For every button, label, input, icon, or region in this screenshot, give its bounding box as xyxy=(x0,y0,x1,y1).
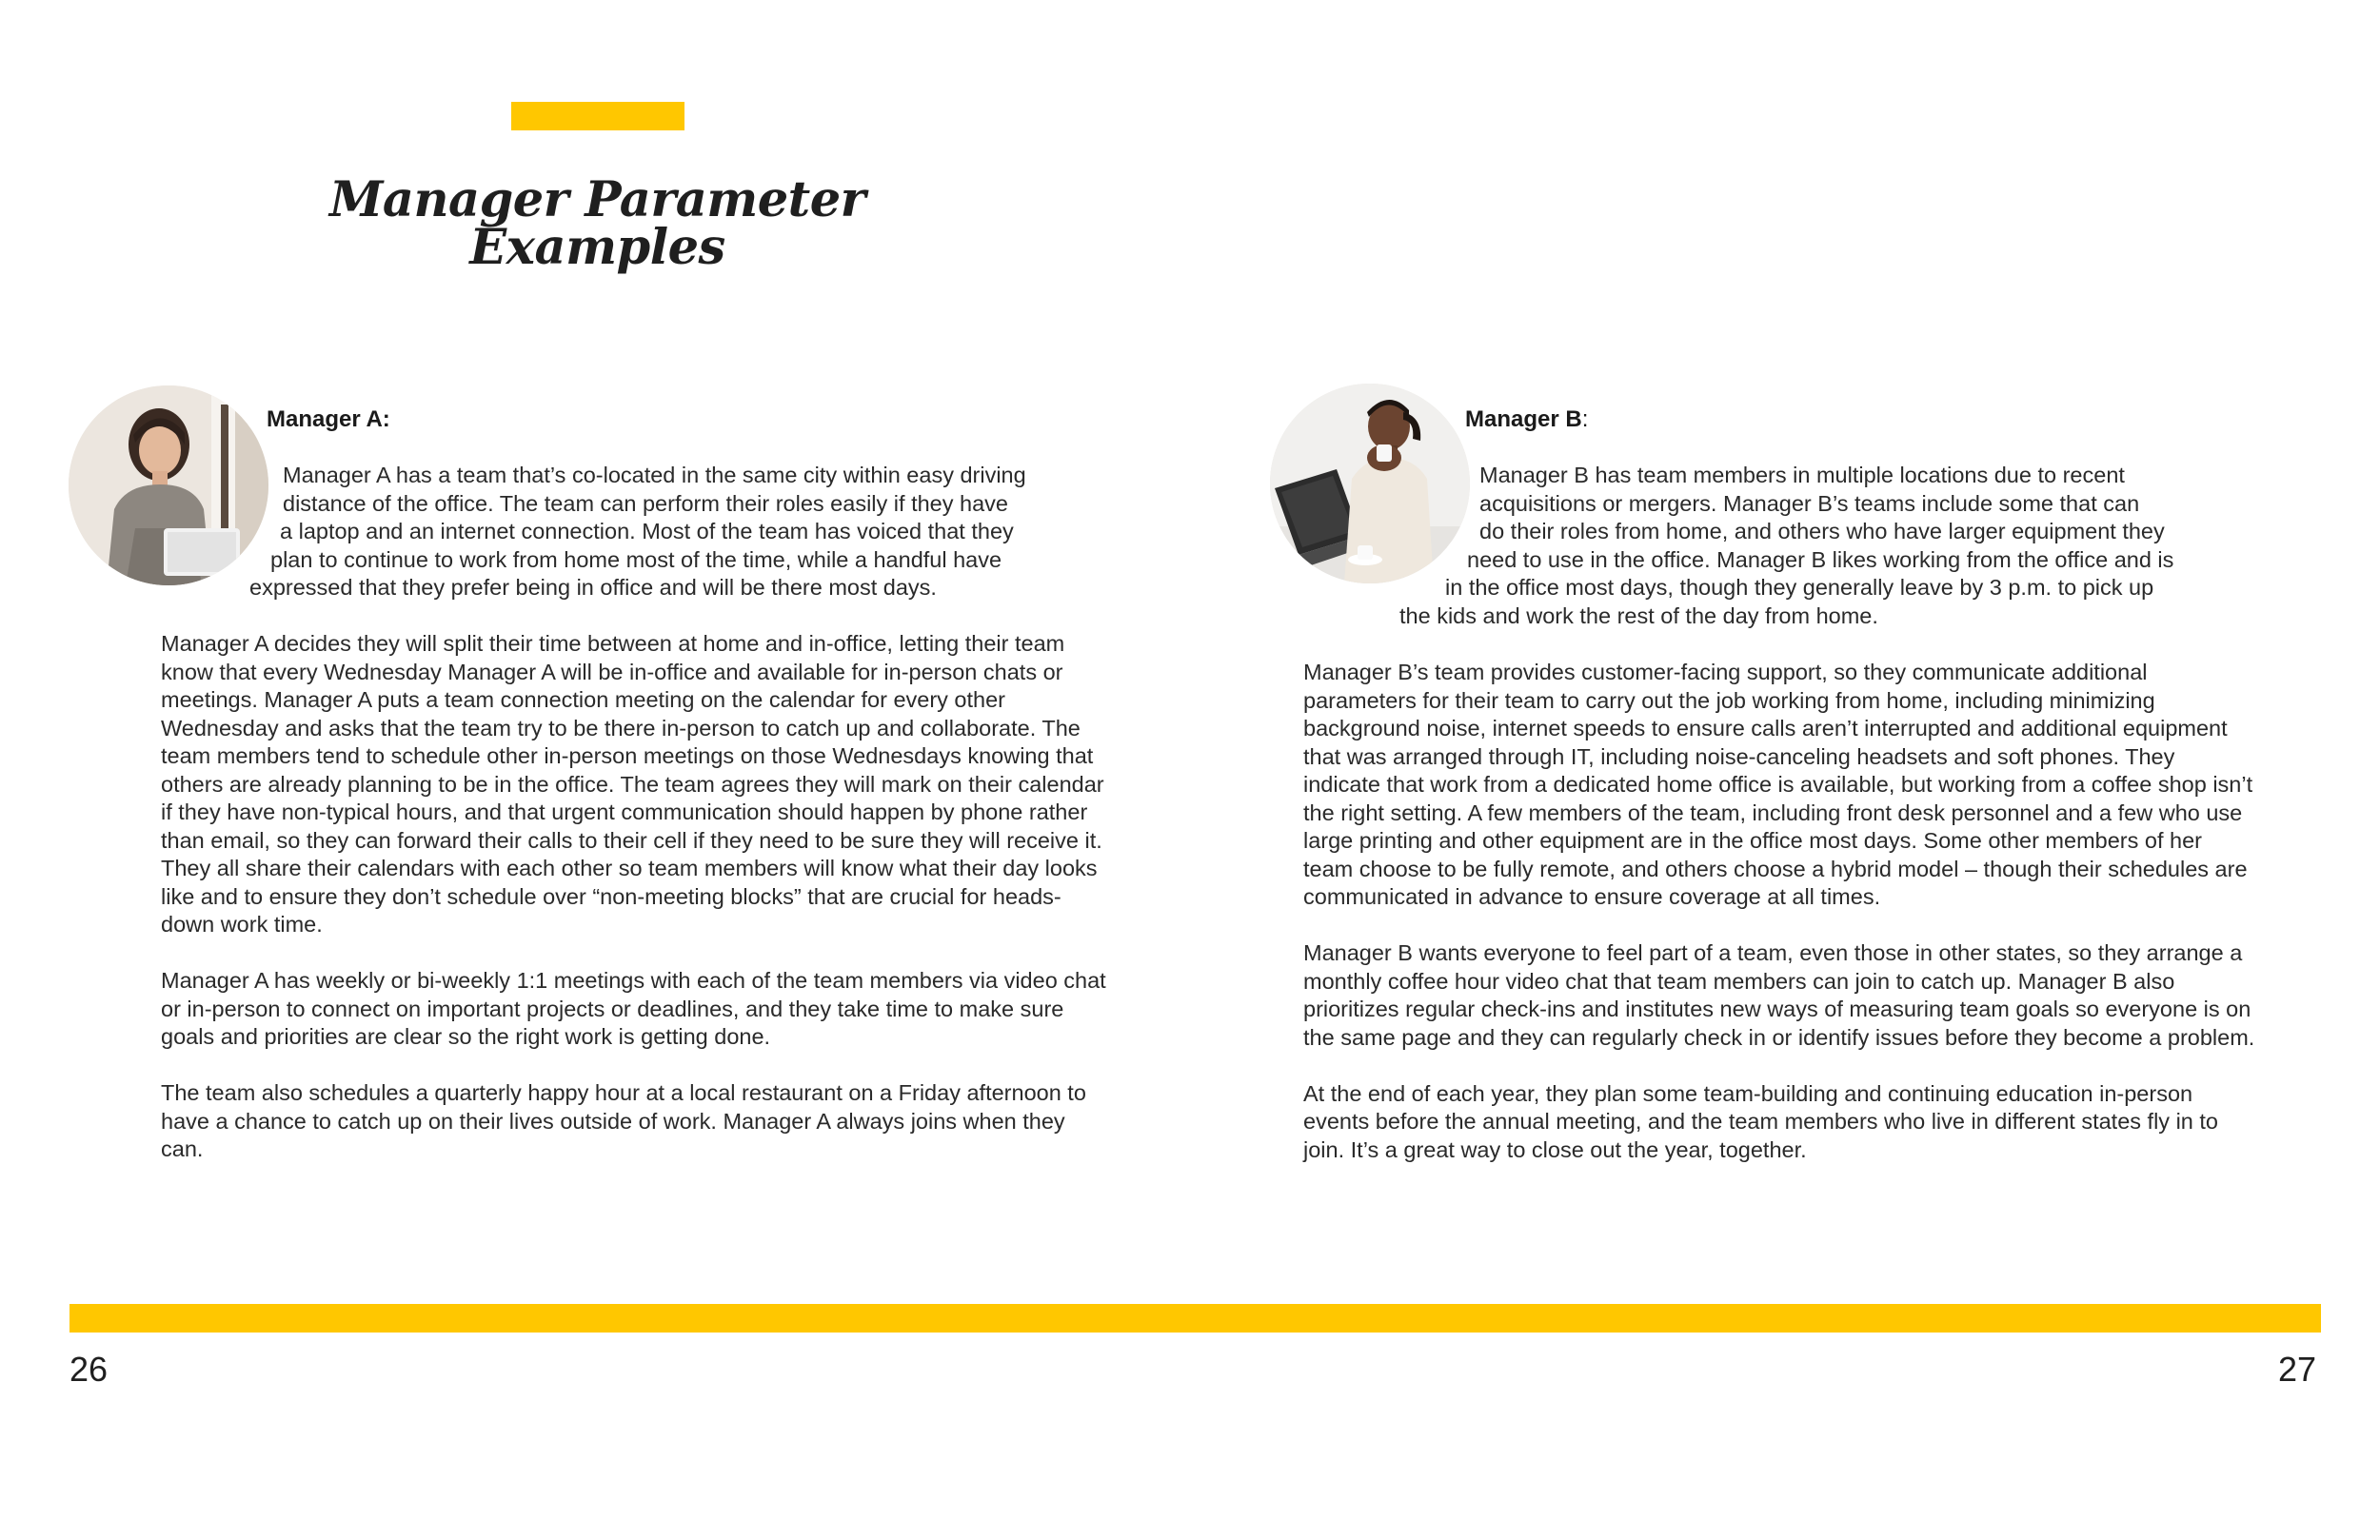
manager-a-intro xyxy=(0,462,1190,602)
title-accent-bar xyxy=(511,102,684,130)
intro-line: need to use in the office. Manager B likes working from the office and is xyxy=(1467,546,2174,572)
intro-line: in the office most days, though they generally leave by 3 p.m. to pick up xyxy=(1445,575,2154,600)
manager-a-body xyxy=(161,630,1108,1192)
manager-b-body xyxy=(1303,659,2255,1193)
page-title xyxy=(324,171,871,276)
body-paragraph: At the end of each year, they plan some team-building and continuing education in-person events before the annual meeting, and the team members who live in different states fly in to join. It’s a great way to close out the year, together. xyxy=(1303,1080,2218,1162)
manager-b-heading-colon: : xyxy=(1581,406,1589,432)
manager-a-heading: Manager A: xyxy=(267,406,390,432)
intro-line: Manager A has a team that’s co-located in the same city within easy driving xyxy=(283,463,1026,487)
body-paragraph: Manager B wants everyone to feel part of a team, even those in other states, so they arrange a monthly coffee hour video chat that team members can join to catch up. Manager B also prioritizes regular check-ins and institutes new ways of measuring team goals so everyone is on the same page and they can regularly check in or identify issues before they become a problem. xyxy=(1303,940,2255,1050)
manager-b-intro xyxy=(1190,462,2380,630)
intro-line: a laptop and an internet connection. Most of the team has voiced that they xyxy=(280,519,1014,543)
body-paragraph: Manager B’s team provides customer-facing support, so they communicate additional parameters for their team to carry out the job working from home, including minimizing background noise, internet speeds to ensure calls aren’t interrupted and additional equipment that was arranged through IT, including noise-canceling headsets and soft phones. They indicate that work from a dedicated home office is available, but working from a coffee shop isn’t the right setting. A few members of the team, including front desk personnel and a few who use large printing and other equipment are in the office most days. Some other members of her team choose to be fully remote, and others choose a hybrid model – though their schedules are communicated in advance to ensure coverage at all times. xyxy=(1303,660,2253,909)
intro-line: Manager B has team members in multiple locations due to recent xyxy=(1479,463,2125,487)
intro-line: the kids and work the rest of the day from home. xyxy=(1399,602,1878,628)
page-title-line-2: Examples xyxy=(469,219,725,276)
intro-line: acquisitions or mergers. Manager B’s teams include some that can xyxy=(1479,490,2140,516)
footer-accent-bar xyxy=(69,1304,2321,1333)
intro-line: distance of the office. The team can perform their roles easily if they have xyxy=(283,490,1008,516)
body-paragraph: The team also schedules a quarterly happy hour at a local restaurant on a Friday afternoon to have a chance to catch up on their lives outside of work. Manager A always joins when they can. xyxy=(161,1080,1086,1161)
manager-b-heading xyxy=(1465,405,1588,434)
page-number-left: 26 xyxy=(69,1350,109,1389)
intro-line: do their roles from home, and others who have larger equipment they xyxy=(1479,519,2165,543)
body-paragraph: Manager A decides they will split their time between at home and in-office, letting their team know that every Wednesday Manager A will be in-office and available for in-person chats or meetings. Manager A puts a team connection meeting on the calendar for every other Wednesday and asks that the team try to be there in-person to catch up and collaborate. The team members tend to schedule other in-person meetings on those Wednesdays knowing that others are already planning to be in the office. The team agrees they will mark on their calendar if they have non-typical hours, and that urgent communication should happen by phone rather than email, so they can forward their calls to their cell if they need to be sure they will receive it. They all share their calendars with each other so team members will know what their day looks like and to ensure they don’t schedule over “non-meeting blocks” that are crucial for heads-down work time. xyxy=(161,631,1104,937)
page-number-right: 27 xyxy=(2278,1350,2317,1389)
intro-line: plan to continue to work from home most of the time, while a handful have xyxy=(270,546,1002,572)
page-title-line-1: Manager Parameter xyxy=(328,171,866,228)
body-paragraph: Manager A has weekly or bi-weekly 1:1 meetings with each of the team members via video chat or in-person to connect on important projects or deadlines, and they take time to make sure goals and priorities are clear so the right work is getting done. xyxy=(161,968,1106,1049)
manager-b-heading-text: Manager B xyxy=(1465,406,1582,432)
intro-line: expressed that they prefer being in office and will be there most days. xyxy=(249,575,937,600)
